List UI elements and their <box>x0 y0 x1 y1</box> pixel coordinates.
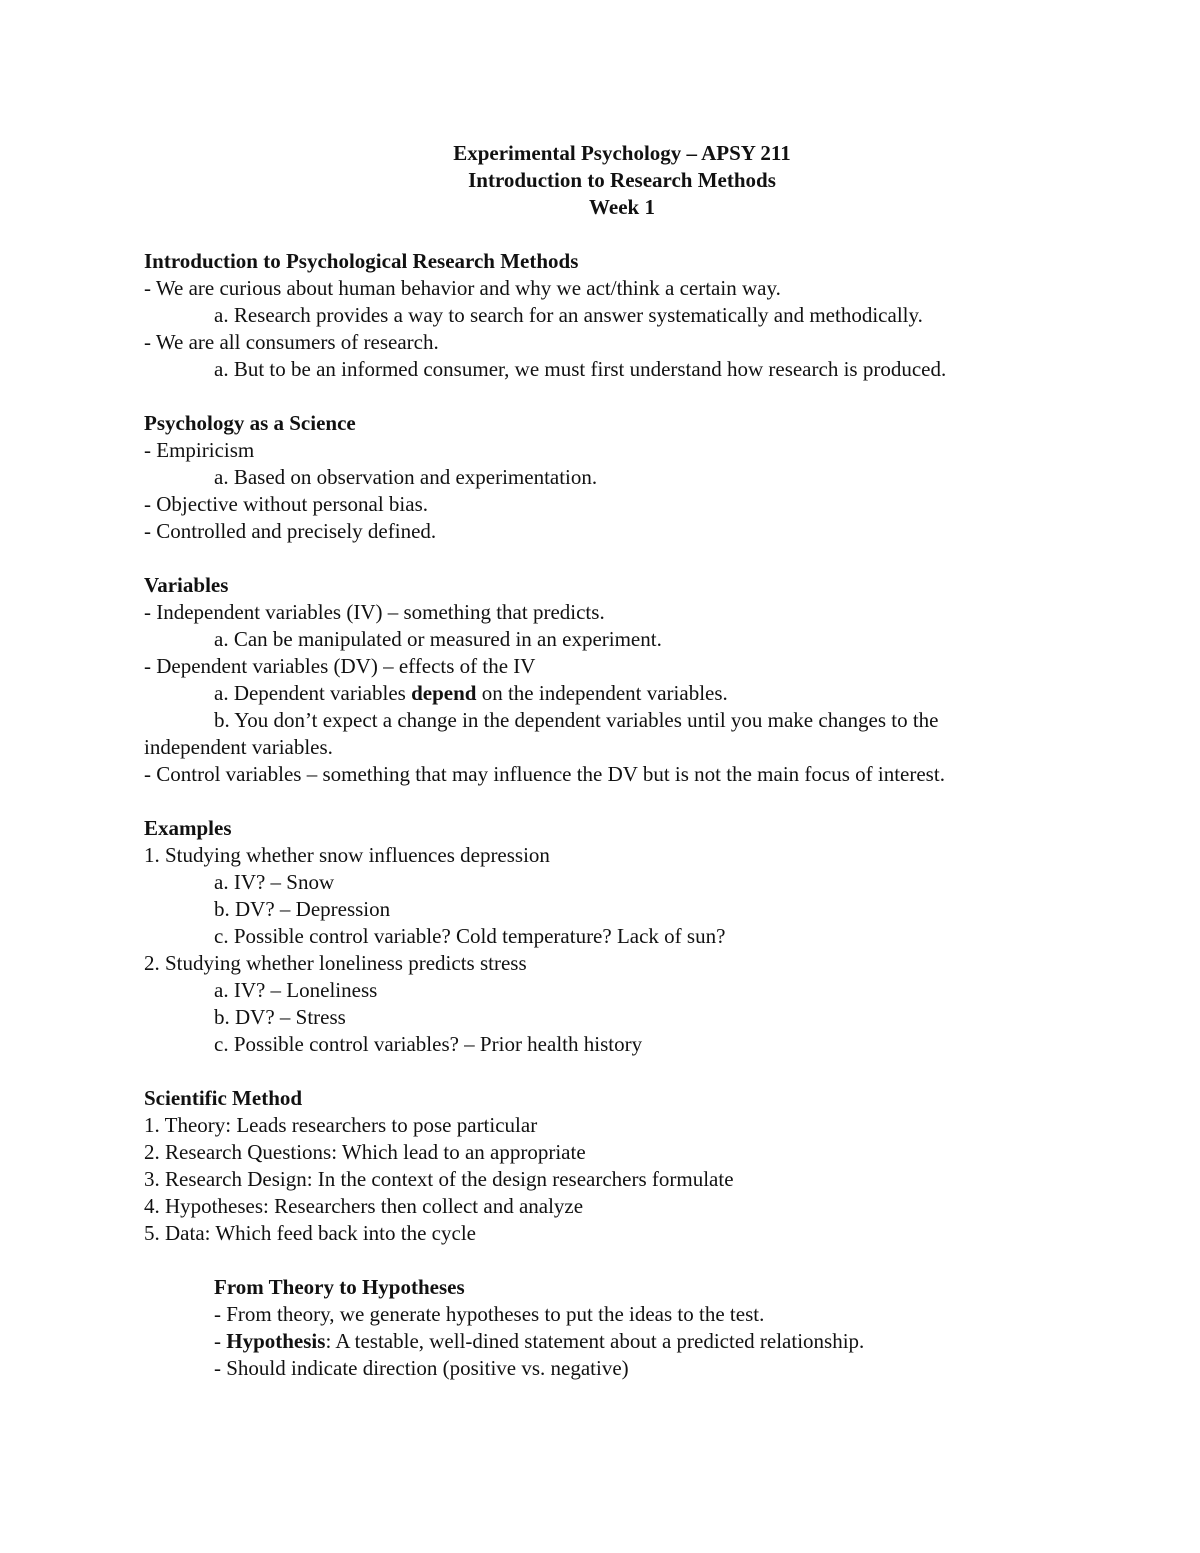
week-label: Week 1 <box>589 195 655 219</box>
sub-point: c. Possible control variables? – Prior health history <box>214 1032 643 1056</box>
sub-point-continuation: independent variables. <box>144 735 333 759</box>
bullet-line: - We are curious about human behavior and why we act/think a certain way. <box>144 276 781 300</box>
section-heading: Introduction to Psychological Research Methods <box>144 249 579 273</box>
section-intro <box>144 248 1100 383</box>
sub-point: a. Based on observation and experimentation. <box>214 465 598 489</box>
section-heading: From Theory to Hypotheses <box>214 1275 465 1299</box>
bullet-line <box>214 1328 1100 1355</box>
sub-point: b. You don’t expect a change in the dependent variables until you make changes to the <box>214 708 939 732</box>
bullet-line: - Dependent variables (DV) – effects of the IV <box>144 654 536 678</box>
sub-point: b. DV? – Stress <box>214 1005 346 1029</box>
method-step: 4. Hypotheses: Researchers then collect and analyze <box>144 1194 584 1218</box>
example-item: 1. Studying whether snow influences depression <box>144 843 550 867</box>
sub-point-text: on the independent variables. <box>476 681 728 705</box>
sub-point: a. IV? – Snow <box>214 870 335 894</box>
method-step: 1. Theory: Leads researchers to pose particular <box>144 1113 538 1137</box>
sub-point: b. DV? – Depression <box>214 897 391 921</box>
section-theory-to-hypotheses <box>144 1274 1100 1382</box>
section-scientific-method <box>144 1085 1100 1247</box>
method-step: 3. Research Design: In the context of the design researchers formulate <box>144 1167 734 1191</box>
section-science <box>144 410 1100 545</box>
lecture-title: Introduction to Research Methods <box>468 168 776 192</box>
section-heading: Scientific Method <box>144 1086 303 1110</box>
bullet-line: - Control variables – something that may influence the DV but is not the main focus of interest. <box>144 762 945 786</box>
sub-point: a. Can be manipulated or measured in an experiment. <box>214 627 662 651</box>
bullet-line: - Independent variables (IV) – something that predicts. <box>144 600 605 624</box>
bullet-text: - <box>214 1329 227 1353</box>
section-variables <box>144 572 1100 788</box>
bullet-line: - We are all consumers of research. <box>144 330 439 354</box>
document-title <box>144 140 1100 221</box>
sub-point: a. IV? – Loneliness <box>214 978 378 1002</box>
bullet-line: - Controlled and precisely defined. <box>144 519 437 543</box>
section-heading: Psychology as a Science <box>144 411 356 435</box>
sub-point: a. Research provides a way to search for an answer systematically and methodically. <box>214 303 923 327</box>
bullet-text: : A testable, well-dined statement about a predicted relationship. <box>325 1329 865 1353</box>
sub-point: a. But to be an informed consumer, we must first understand how research is produced. <box>214 357 947 381</box>
method-step: 5. Data: Which feed back into the cycle <box>144 1221 476 1245</box>
sub-point-text: a. Dependent variables <box>214 681 412 705</box>
bullet-line: - From theory, we generate hypotheses to put the ideas to the test. <box>214 1302 765 1326</box>
method-step: 2. Research Questions: Which lead to an appropriate <box>144 1140 586 1164</box>
emphasis-text: Hypothesis <box>226 1329 326 1353</box>
sub-point: c. Possible control variable? Cold temperature? Lack of sun? <box>214 924 726 948</box>
bullet-line: - Objective without personal bias. <box>144 492 429 516</box>
section-heading: Variables <box>144 573 229 597</box>
bullet-line: - Empiricism <box>144 438 255 462</box>
section-examples <box>144 815 1100 1058</box>
bullet-line: - Should indicate direction (positive vs. negative) <box>214 1356 629 1380</box>
example-item: 2. Studying whether loneliness predicts stress <box>144 951 527 975</box>
sub-point <box>144 680 1100 707</box>
emphasis-text: depend <box>411 681 477 705</box>
course-title: Experimental Psychology – APSY 211 <box>453 141 791 165</box>
section-heading: Examples <box>144 816 232 840</box>
